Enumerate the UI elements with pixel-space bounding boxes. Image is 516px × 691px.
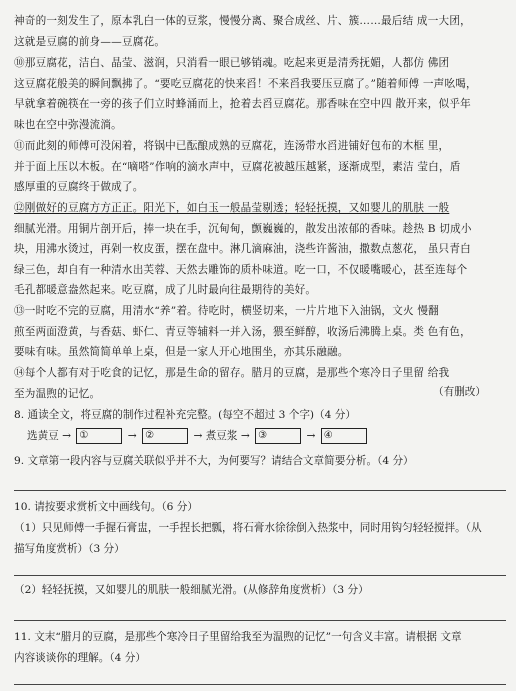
box-number: ② bbox=[145, 430, 155, 441]
article-paragraph-10 bbox=[14, 53, 504, 135]
text-line: ⑬一时吃不完的豆腐，用清水“养”着。待吃时，横竖切来，一片片地下入油锅，文火 慢翻 bbox=[14, 305, 439, 317]
source-note: （有删改） bbox=[433, 386, 486, 398]
text-line: 绿三色，却自有一种清水出芙蓉、天然去雕饰的质朴味道。吃一口，不仅暖嘴暖心，甚至连每个 bbox=[14, 263, 468, 276]
text-line: 神奇的一刻发生了，原本乳白一体的豆浆，慢慢分离、聚合成丝、片、簇……最后结 成一大团， bbox=[14, 15, 471, 27]
text-line: 早就拿着碗筷在一旁的孩子们立时蜂涌而上，抢着去舀豆腐花。那香味在空中四 散开来，似乎年 bbox=[14, 98, 471, 110]
text-line: 块，用沸水烫过，再剁一枚皮蛋，摆在盘中。淋几滴麻油，浇些许酱油，撒数点葱花， 虽只青白 bbox=[14, 243, 471, 255]
article-paragraph-11 bbox=[14, 136, 504, 198]
box-number: ① bbox=[79, 430, 89, 441]
box-number: ④ bbox=[323, 430, 333, 441]
question-11-line-a: 11. 文末“腊月的豆腐，是那些个寒冷日子里留给我至为温煦的记忆”一句含义丰富。请根据 文章 bbox=[14, 631, 462, 643]
text-line: 至为温煦的记忆。 bbox=[14, 387, 101, 400]
text-line: ⑭每个人都有对于吃食的记忆，那是生命的留存。腊月的豆腐，是那些个寒冷日子里留 给我 bbox=[14, 367, 450, 379]
question-11-line-b: 内容谈谈你的理解。（4 分） bbox=[14, 652, 146, 664]
arrow-icon: → bbox=[240, 430, 250, 442]
answer-box-4[interactable] bbox=[321, 428, 367, 444]
answer-box-1[interactable] bbox=[76, 428, 122, 444]
question-10-2: （2）轻轻抚摸，又如婴儿的肌肤一般细腻光滑。(从修辞角度赏析）（3 分） bbox=[14, 584, 369, 596]
text-line: 要味有味。虽然简简单单上桌，但是一家人开心地围坐，亦其乐融融。 bbox=[14, 346, 349, 358]
article-paragraph-intro bbox=[14, 11, 504, 52]
text-line: 味也在空中弥漫流淌。 bbox=[14, 118, 122, 131]
answer-line[interactable] bbox=[14, 620, 506, 621]
text-line: 煎至两面澄黄，与香菇、虾仁、青豆等辅料一并入汤，猥至鲜醇，收汤后沸腾上桌。类 色有色， bbox=[14, 325, 471, 338]
flow-mid-label: 煮豆浆 bbox=[205, 430, 238, 442]
question-9: 9. 文章第一段内容与豆腐关联似乎并不大，为何要写？请结合文章简要分析。（4 分） bbox=[14, 455, 414, 467]
article-paragraph-13 bbox=[14, 301, 504, 363]
text-line: ⑩那豆腐花，洁白、晶莹、滋润，只消看一眼已够销魂。吃起来更是清秀抚媚，人都仿 佛团 bbox=[14, 57, 450, 69]
text-line: 这豆腐花般美的瞬间飘拂了。“要吃豆腐花的快来舀！不来舀我要压豆腐了。”随着师傅 一声吆喝， bbox=[14, 77, 477, 90]
answer-line[interactable] bbox=[14, 490, 506, 491]
text-line: 细腻光滑。用铜片剖开后，捧一块在手，沉甸甸，颤巍巍的，散发出浓郁的香味。趁热 B 切成小 bbox=[14, 222, 472, 235]
answer-box-2[interactable] bbox=[142, 428, 188, 444]
flow-start-label: 选黄豆 bbox=[27, 430, 59, 442]
text-line: 并于面上压以木板。在“嘀嗒”作响的滴水声中，豆腐花被越压越紧，逐渐成型，素洁 莹白，盾 bbox=[14, 160, 461, 173]
question-10-1-line-a: （1）只见师傅一手握石膏盅，一手捏长把瓢，将石膏水徐徐倒入热浆中，同时用钩匀轻轻搅拌。（从 bbox=[14, 522, 482, 534]
text-line: 这就是豆腐的前身——豆腐花。 bbox=[14, 35, 166, 48]
arrow-icon: → bbox=[127, 430, 137, 442]
question-8: 8. 通读全文，将豆腐的制作过程补充完整。(每空不超过 3 个字)（4 分） bbox=[14, 409, 356, 421]
arrow-icon: → bbox=[193, 430, 203, 442]
text-line: 毛孔都暖意盎然起来。吃豆腐，成了儿时最向往最期待的美好。 bbox=[14, 284, 317, 296]
question-10-1-line-b: 描写角度赏析）（3 分） bbox=[14, 543, 125, 555]
text-line: 感厚重的豆腐终于做成了。 bbox=[14, 181, 144, 193]
answer-line[interactable] bbox=[14, 684, 506, 685]
box-number: ③ bbox=[258, 430, 268, 441]
underlined-text-line: ⑫刚做好的豆腐方方正正。阳光下，如白玉一般晶莹剔透；轻轻抚摸，又如婴儿的肌肤 一般 bbox=[14, 202, 450, 214]
question-10: 10. 请按要求赏析文中画线句。（6 分） bbox=[14, 501, 198, 513]
article-paragraph-12 bbox=[14, 198, 504, 301]
article-paragraph-14 bbox=[14, 363, 504, 404]
answer-line[interactable] bbox=[14, 575, 506, 576]
answer-box-3[interactable] bbox=[255, 428, 301, 444]
text-line: ⑪而此刻的师傅可没闲着，将锅中已酝酿成熟的豆腐花，连汤带水舀进铺好包布的木框 里， bbox=[14, 140, 450, 152]
arrow-icon: → bbox=[62, 430, 72, 442]
process-flow bbox=[27, 428, 369, 444]
arrow-icon: → bbox=[306, 430, 316, 442]
